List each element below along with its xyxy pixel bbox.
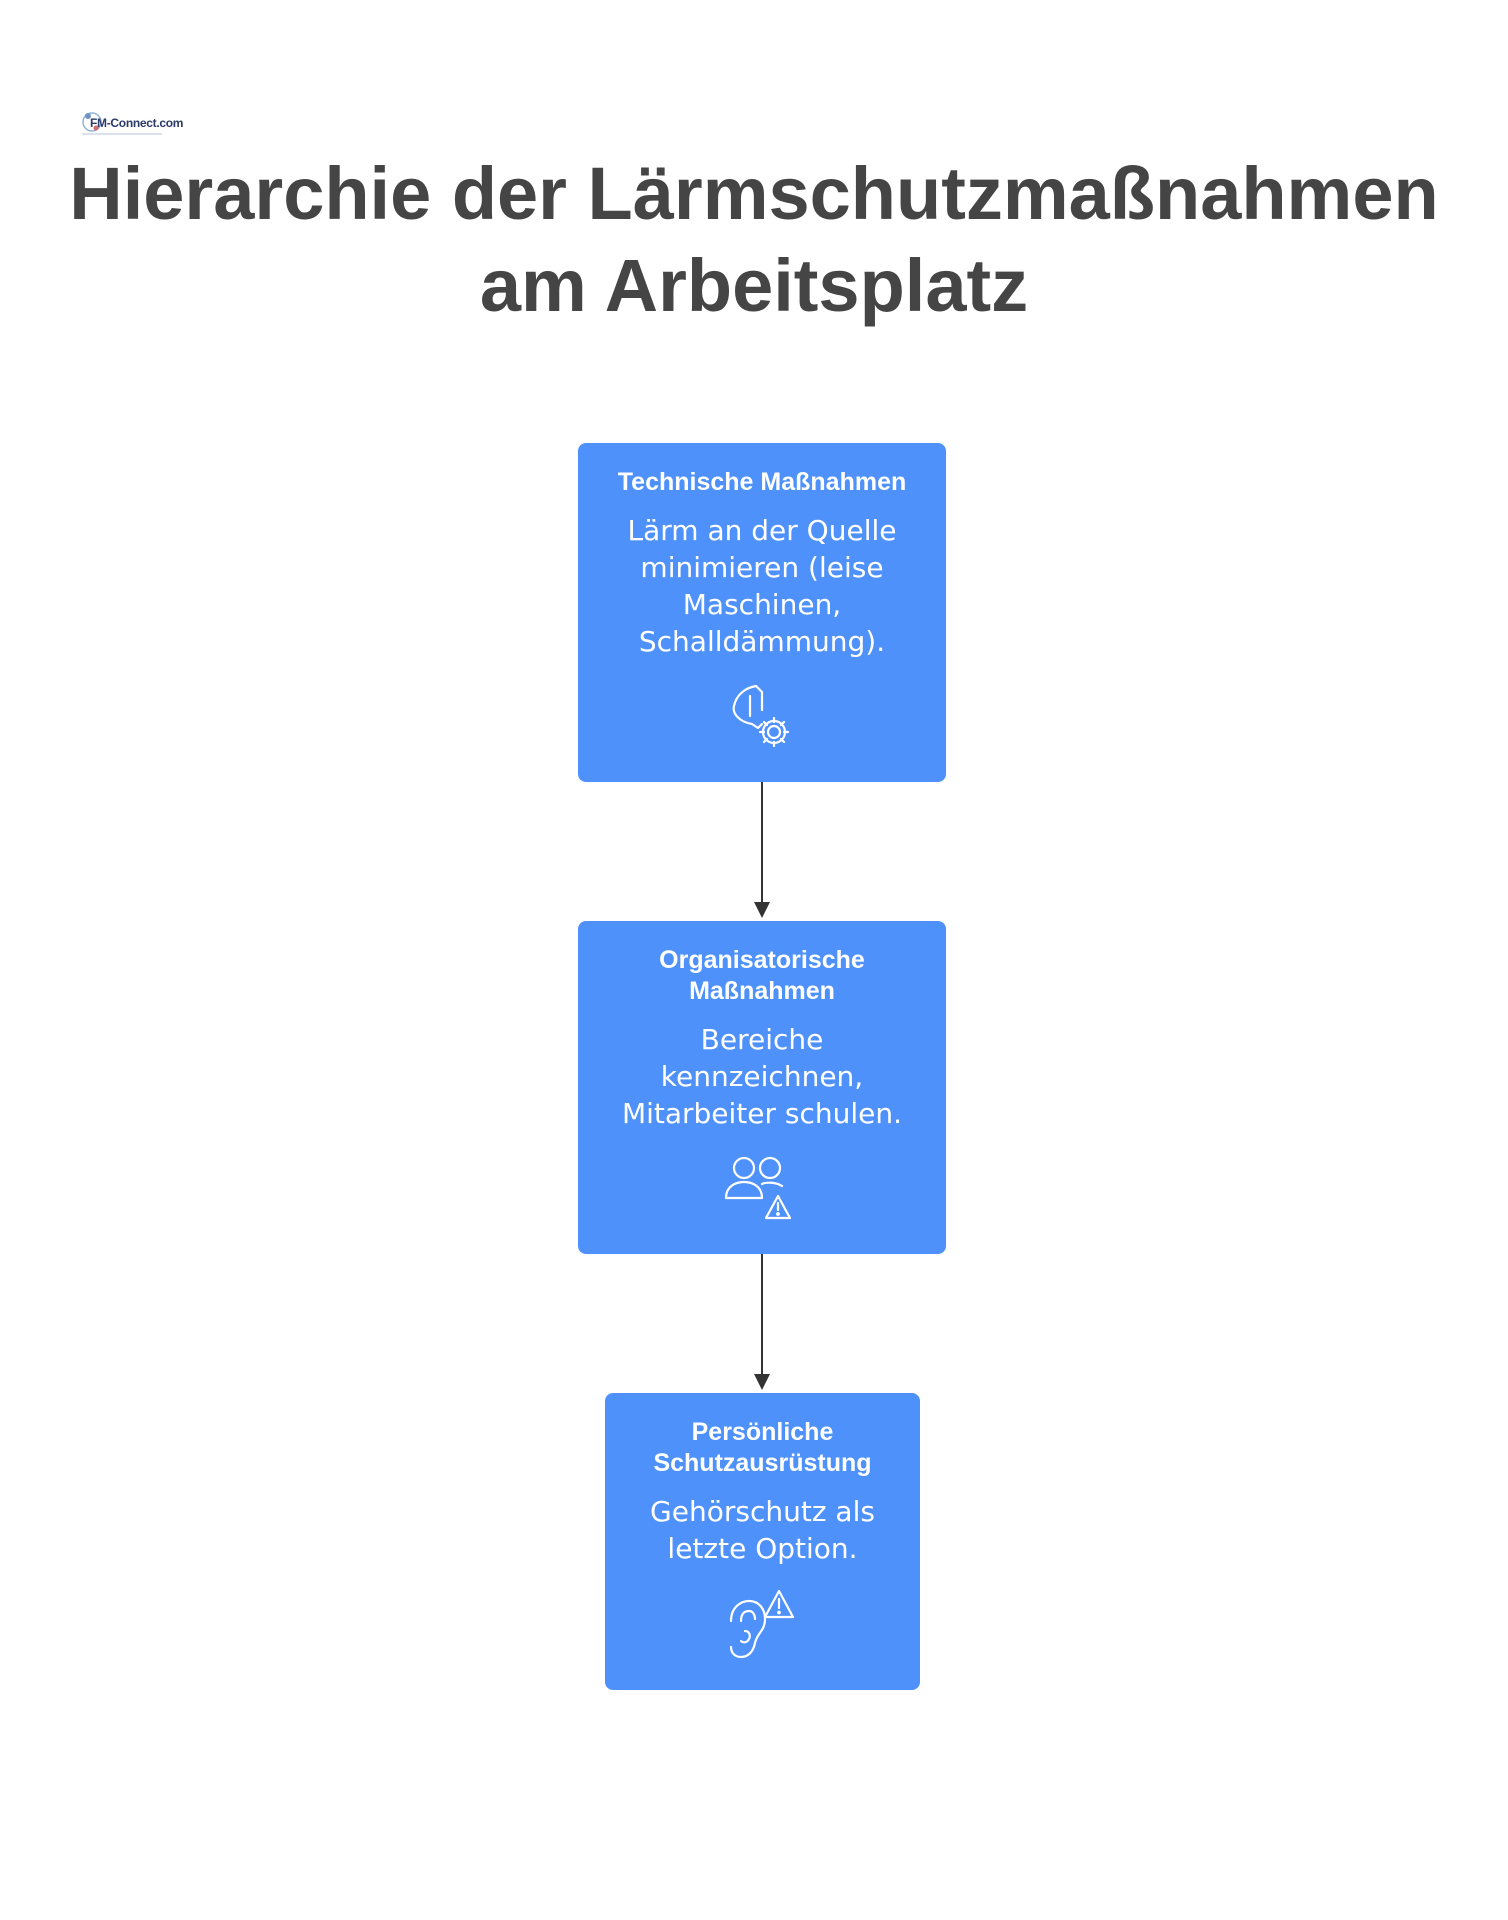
step-personal-protection <box>605 1393 920 1690</box>
speaker-gear-icon <box>722 680 802 760</box>
page-title-line-1: Hierarchie der Lärmschutzmaßnahmen <box>69 152 1439 235</box>
arrow-down-2 <box>752 1254 772 1392</box>
logo-text: FM-Connect.com <box>90 116 184 130</box>
step-title: Persönliche Schutzausrüstung <box>653 1418 872 1477</box>
step-description: Bereiche kennzeichnen, Mitarbeiter schulen. <box>621 1023 903 1130</box>
step-title: Technische Maßnahmen <box>617 468 907 496</box>
step-title: Organisatorische Maßnahmen <box>659 946 865 1005</box>
step-description: Gehörschutz als letzte Option. <box>650 1495 875 1565</box>
arrow-down-1 <box>752 782 772 920</box>
step-technical-measures <box>578 443 946 782</box>
step-description: Lärm an der Quelle minimieren (leise Maschinen, Schalldämmung). <box>627 514 897 658</box>
ear-warning-icon <box>723 1587 803 1667</box>
step-organizational-measures <box>578 921 946 1254</box>
logo <box>78 104 184 144</box>
people-warning-icon <box>722 1152 802 1232</box>
page-title <box>0 148 1508 332</box>
page-title-line-2: am Arbeitsplatz <box>479 244 1029 327</box>
